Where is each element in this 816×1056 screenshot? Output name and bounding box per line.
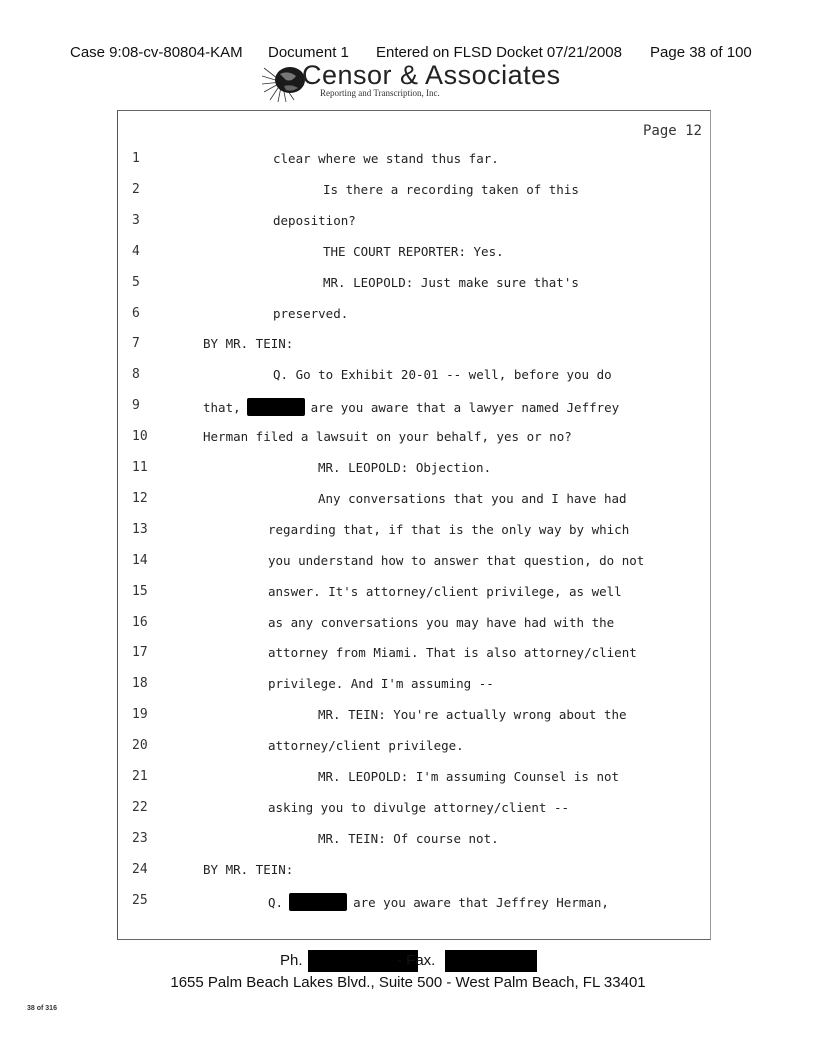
line-number: 14 (132, 552, 148, 568)
transcript-page-number: Page 12 (642, 123, 702, 139)
line-number: 15 (132, 583, 148, 599)
line-number: 18 (132, 676, 148, 692)
line-text: MR. LEOPOLD: Just make sure that's (323, 274, 579, 290)
line-number: 9 (132, 398, 140, 414)
transcript-line (118, 213, 710, 235)
line-number: 20 (132, 738, 148, 754)
transcript-line (118, 244, 710, 266)
line-text: Is there a recording taken of this (323, 181, 579, 197)
line-number: 21 (132, 769, 148, 784)
transcript-line (118, 831, 710, 853)
line-number: 24 (132, 861, 148, 877)
line-text-before: that, (203, 400, 241, 416)
line-text: MR. LEOPOLD: Objection. (318, 460, 492, 475)
transcript-line (118, 460, 710, 482)
line-number: 11 (132, 460, 148, 475)
line-text-after: are you aware that a lawyer named Jeffrey (310, 400, 620, 416)
company-address: 1655 Palm Beach Lakes Blvd., Suite 500 - West Palm Beach, FL 33401 (170, 974, 646, 991)
company-logo (262, 60, 562, 104)
line-text: Q. Go to Exhibit 20-01 -- well, before you do (273, 367, 612, 383)
company-name: Censor & Associates (302, 60, 561, 90)
line-text (203, 398, 619, 416)
transcript-line (118, 336, 710, 358)
company-tagline: Reporting and Transcription, Inc. (320, 88, 440, 98)
line-number: 4 (132, 243, 140, 259)
line-text: THE COURT REPORTER: Yes. (323, 243, 504, 259)
line-text: asking you to divulge attorney/client -- (268, 799, 570, 815)
line-text: clear where we stand thus far. (273, 151, 499, 166)
transcript-line (118, 151, 710, 173)
redacted-name (247, 398, 305, 416)
transcript-line (118, 367, 710, 389)
line-number: 17 (132, 645, 148, 661)
transcript-line (118, 893, 710, 915)
line-text: preserved. (273, 305, 349, 321)
line-text-after: are you aware that Jeffrey Herman, (353, 894, 609, 910)
line-text: Herman filed a lawsuit on your behalf, yes or no? (203, 429, 572, 445)
transcript-line (118, 491, 710, 513)
entered-label: Entered on FLSD Docket 07/21/2008 (376, 44, 622, 61)
line-number: 1 (132, 151, 140, 166)
transcript-line (118, 676, 710, 698)
line-number: 12 (132, 490, 148, 506)
transcript-line (118, 769, 710, 791)
line-text: as any conversations you may have had with the (268, 614, 615, 630)
line-text: MR. TEIN: You're actually wrong about the (318, 707, 627, 723)
transcript-page (117, 110, 711, 940)
line-text: Any conversations that you and I have had (318, 490, 627, 506)
case-number: Case 9:08-cv-80804-KAM (70, 44, 243, 61)
line-text: BY MR. TEIN: (203, 861, 294, 877)
line-text: BY MR. TEIN: (203, 336, 294, 352)
line-number: 3 (132, 212, 140, 228)
contact-line (280, 950, 550, 972)
transcript-line (118, 584, 710, 606)
line-text: regarding that, if that is the only way by which (268, 521, 630, 537)
transcript-line (118, 522, 710, 544)
line-number: 25 (132, 892, 148, 908)
transcript-line (118, 429, 710, 451)
line-number: 6 (132, 305, 140, 321)
transcript-line (118, 182, 710, 204)
document-label: Document 1 (268, 44, 349, 61)
transcript-line (118, 275, 710, 297)
redacted-fax (445, 950, 537, 972)
transcript-line (118, 398, 710, 420)
line-text: MR. TEIN: Of course not. (318, 830, 499, 846)
line-text (268, 893, 609, 911)
transcript-line (118, 862, 710, 884)
fax-label: - Fax. (397, 952, 436, 969)
line-number: 2 (132, 181, 140, 197)
transcript-line (118, 306, 710, 328)
transcript-line (118, 707, 710, 729)
transcript-line (118, 800, 710, 822)
line-number: 22 (132, 799, 148, 815)
transcript-line (118, 615, 710, 637)
line-text: answer. It's attorney/client privilege, as well (268, 583, 622, 599)
line-text-before: Q. (268, 894, 284, 910)
transcript-line (118, 645, 710, 667)
line-number: 23 (132, 830, 148, 846)
transcript-line (118, 738, 710, 760)
redacted-name (289, 893, 347, 911)
page-of-label: Page 38 of 100 (650, 44, 752, 61)
line-number: 7 (132, 336, 140, 352)
line-text: you understand how to answer that question, do not (268, 552, 645, 568)
transcript-line (118, 553, 710, 575)
line-number: 13 (132, 521, 148, 537)
line-text: privilege. And I'm assuming -- (268, 676, 494, 692)
phone-label: Ph. (280, 952, 303, 969)
line-text: attorney from Miami. That is also attorney/client (268, 645, 637, 661)
line-text: deposition? (273, 212, 356, 228)
line-text: attorney/client privilege. (268, 738, 464, 754)
line-number: 19 (132, 707, 148, 723)
line-number: 8 (132, 367, 140, 383)
page-count: 38 of 316 (27, 1005, 57, 1012)
line-number: 10 (132, 429, 148, 445)
line-number: 16 (132, 614, 148, 630)
line-text: MR. LEOPOLD: I'm assuming Counsel is not (318, 769, 620, 784)
line-number: 5 (132, 274, 140, 290)
